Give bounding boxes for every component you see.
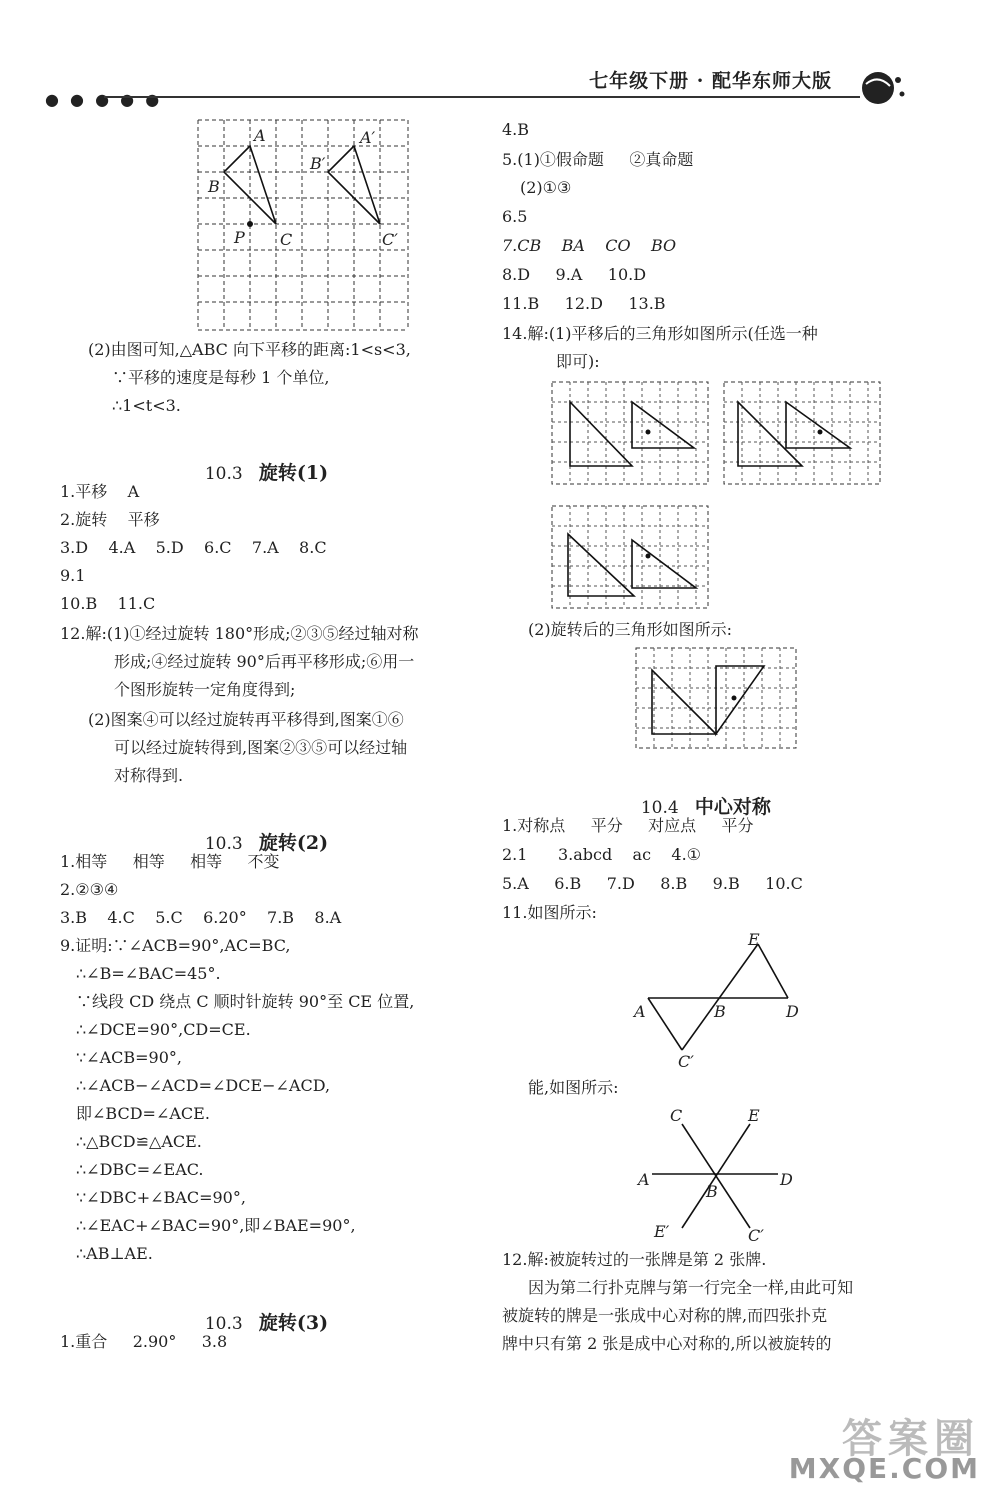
label-A: A — [254, 126, 266, 145]
header-title: 七年级下册 · 配华东师大版 — [589, 70, 832, 92]
text-line: 1.平移 A — [60, 482, 140, 501]
translation-figure — [196, 118, 410, 334]
section-title: 旋转(3) — [258, 1312, 329, 1334]
label-C-prime: C′ — [678, 1052, 694, 1071]
label-D: D — [780, 1170, 793, 1189]
text-line: 2.旋转 平移 — [60, 510, 160, 529]
central-symmetry-figure — [620, 930, 820, 1070]
text-line: 即∠BCD=∠ACE. — [76, 1104, 210, 1123]
text-line: 1.重合 2.90° 3.8 — [60, 1332, 228, 1351]
label-A: A — [638, 1170, 650, 1189]
header-dots: ● ● ● ● ● — [45, 90, 163, 109]
section-heading — [194, 808, 328, 855]
text-line: ∵线段 CD 绕点 C 顺时针旋转 90°至 CE 位置, — [76, 992, 415, 1011]
section-number: 10.3 — [204, 1314, 243, 1334]
text-line: (2)旋转后的三角形如图所示: — [528, 620, 733, 639]
text-line: 9.1 — [60, 566, 86, 585]
section-number: 10.3 — [204, 464, 243, 484]
watermark — [788, 1416, 980, 1485]
label-C-prime: C′ — [382, 230, 398, 249]
label-E: E — [748, 1106, 760, 1125]
text-line: 11.B 12.D 13.B — [502, 294, 666, 313]
label-B-prime: B′ — [310, 154, 326, 173]
text-line: 1.对称点 平分 对应点 平分 — [502, 816, 754, 835]
label-P: P — [234, 228, 245, 247]
text-line: ∴1<t<3. — [112, 396, 181, 415]
text-line: ∵∠DBC+∠BAC=90°, — [76, 1188, 246, 1207]
text-line: 个图形旋转一定角度得到; — [114, 680, 296, 699]
text-line: ∵平移的速度是每秒 1 个单位, — [112, 368, 330, 387]
text-line: (2)由图可知,△ABC 向下平移的距离:1<s<3, — [88, 340, 411, 359]
label-E: E — [748, 930, 760, 949]
text-line: 11.如图所示: — [502, 903, 597, 922]
text-line: 5.A 6.B 7.D 8.B 9.B 10.C — [502, 874, 803, 893]
page-header — [0, 60, 1000, 110]
text-line: 被旋转的牌是一张成中心对称的牌,而四张扑克 — [502, 1306, 828, 1325]
label-E-prime: E′ — [654, 1222, 670, 1241]
text-line: 能,如图所示: — [528, 1078, 619, 1097]
translation-grid-1 — [550, 380, 710, 486]
text-line: ∴∠ACB−∠ACD=∠DCE−∠ACD, — [76, 1076, 331, 1095]
text-line: 牌中只有第 2 张是成中心对称的,所以被旋转的 — [502, 1334, 832, 1353]
text-line: 2.②③④ — [60, 880, 119, 899]
section-number: 10.3 — [204, 834, 243, 854]
label-C: C — [670, 1106, 683, 1125]
label-C-prime: C′ — [748, 1226, 764, 1245]
text-line: 4.B — [502, 120, 530, 139]
label-A-prime: A′ — [360, 128, 376, 147]
label-B: B — [706, 1182, 718, 1201]
text-line: 14.解:(1)平移后的三角形如图所示(任选一种 — [502, 324, 818, 343]
translation-grid-3 — [550, 504, 710, 610]
text-line: ∴∠B=∠BAC=45°. — [76, 964, 221, 983]
translation-grid-2 — [722, 380, 882, 486]
section-title: 旋转(1) — [258, 462, 329, 484]
text-line: 因为第二行扑克牌与第一行完全一样,由此可知 — [528, 1278, 854, 1297]
text-line: ∵∠ACB=90°, — [76, 1048, 182, 1067]
text-line: 6.5 — [502, 207, 528, 226]
text-line: 3.D 4.A 5.D 6.C 7.A 8.C — [60, 538, 327, 557]
label-A: A — [634, 1002, 646, 1021]
text-line: 1.相等 相等 相等 不变 — [60, 852, 280, 871]
label-C: C — [280, 230, 293, 249]
label-B: B — [714, 1002, 726, 1021]
section-heading — [194, 438, 328, 485]
text-line: 9.证明:∵∠ACB=90°,AC=BC, — [60, 936, 291, 955]
text-line: ∴∠DBC=∠EAC. — [76, 1160, 204, 1179]
text-line: ∴AB⊥AE. — [76, 1244, 153, 1263]
text-line: 3.B 4.C 5.C 6.20° 7.B 8.A — [60, 908, 342, 927]
text-line: ∴△BCD≌△ACE. — [76, 1132, 202, 1151]
text-line: 12.解:被旋转过的一张牌是第 2 张牌. — [502, 1250, 767, 1269]
text-line: 即可): — [556, 352, 600, 371]
header-rule — [104, 96, 860, 98]
text-line: 7.CB BA CO BO — [502, 236, 677, 255]
section-title: 中心对称 — [694, 796, 771, 818]
text-line: (2)①③ — [520, 178, 572, 197]
text-line: 2.1 3.abcd ac 4.① — [502, 845, 702, 864]
text-line: 5.(1)①假命题 ②真命题 — [502, 150, 694, 169]
text-line: 对称得到. — [114, 766, 184, 785]
text-line: 10.B 11.C — [60, 594, 156, 613]
text-line: 可以经过旋转得到,图案②③⑤可以经过轴 — [114, 738, 408, 757]
text-line: 形成;④经过旋转 90°后再平移形成;⑥用一 — [114, 652, 415, 671]
section-title: 旋转(2) — [258, 832, 329, 854]
text-line: ∴∠EAC+∠BAC=90°,即∠BAE=90°, — [76, 1216, 356, 1235]
text-line: (2)图案④可以经过旋转再平移得到,图案①⑥ — [88, 710, 404, 729]
text-line: ∴∠DCE=90°,CD=CE. — [76, 1020, 251, 1039]
section-number: 10.4 — [640, 798, 679, 818]
watermark-logo: 答案圈 — [842, 1416, 980, 1462]
crossing-lines-figure — [640, 1110, 800, 1240]
watermark-url: MXQE.COM — [788, 1452, 980, 1485]
text-line: 8.D 9.A 10.D — [502, 265, 647, 284]
label-B: B — [208, 177, 220, 196]
label-D: D — [786, 1002, 799, 1021]
header-logo-icon — [858, 66, 908, 106]
section-heading — [630, 772, 771, 819]
text-line: 12.解:(1)①经过旋转 180°形成;②③⑤经过轴对称 — [60, 624, 419, 643]
section-heading — [194, 1288, 328, 1335]
rotation-grid — [634, 646, 798, 750]
